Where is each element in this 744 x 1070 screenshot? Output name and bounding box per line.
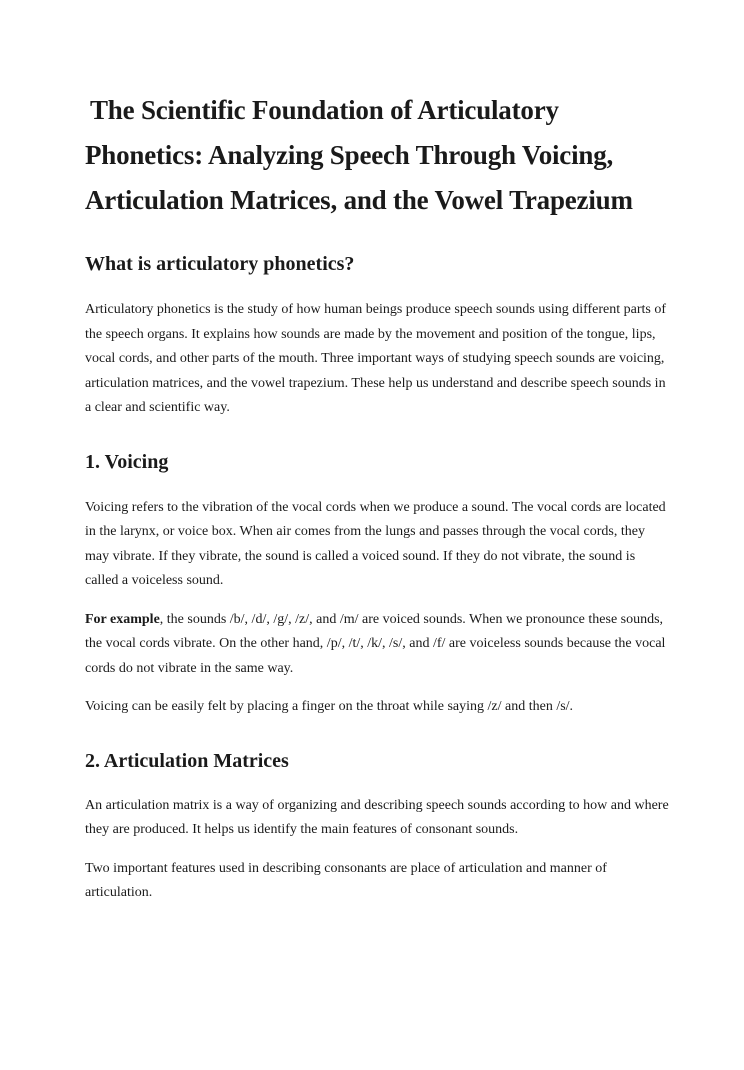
- paragraph-voicing-definition: Voicing refers to the vibration of the vocal cords when we produce a sound. The vocal cords are located in the larynx, or voice box. When air comes from the lungs and passes through the vocal cords, they may vibrate. If they vibrate, the sound is called a voiced sound. If they do not vibrate, the sound is called a voiceless sound.: [85, 499, 666, 588]
- document-page: [85, 88, 670, 906]
- heading-what-is-articulatory-phonetics: What is articulatory phonetics?: [85, 253, 355, 275]
- paragraph-matrix-definition: An articulation matrix is a way of organizing and describing speech sounds according to how and where they are produced. It helps us identify the main features of consonant sounds.: [85, 797, 669, 837]
- example-lead: For example: [85, 611, 160, 627]
- paragraph-voicing-example: [85, 608, 670, 682]
- example-text: , the sounds /b/, /d/, /g/, /z/, and /m/ are voiced sounds. When we pronounce these sounds, the vocal cords vibrate. On the other hand, /p/, /t/, /k/, /s/, and /f/ are voiceless sounds because the vocal cords do not vibrate in the same way.: [85, 611, 666, 676]
- heading-voicing: 1. Voicing: [85, 450, 169, 473]
- document-title: The Scientific Foundation of Articulatory Phonetics: Analyzing Speech Through Voicing, Articulation Matrices, and the Vowel Trapezium: [85, 95, 633, 215]
- paragraph-matrix-features: Two important features used in describing consonants are place of articulation and manner of articulation.: [85, 860, 607, 900]
- heading-articulation-matrices: 2. Articulation Matrices: [85, 749, 289, 772]
- paragraph-intro: Articulatory phonetics is the study of how human beings produce speech sounds using different parts of the speech organs. It explains how sounds are made by the movement and position of the tongue, lips, vocal cords, and other parts of the mouth. Three important ways of studying speech sounds are voicing, articulation matrices, and the vowel trapezium. These help us understand and describe speech sounds in a clear and scientific way.: [85, 302, 667, 415]
- paragraph-voicing-tip: Voicing can be easily felt by placing a finger on the throat while saying /z/ and then /s/.: [85, 699, 574, 714]
